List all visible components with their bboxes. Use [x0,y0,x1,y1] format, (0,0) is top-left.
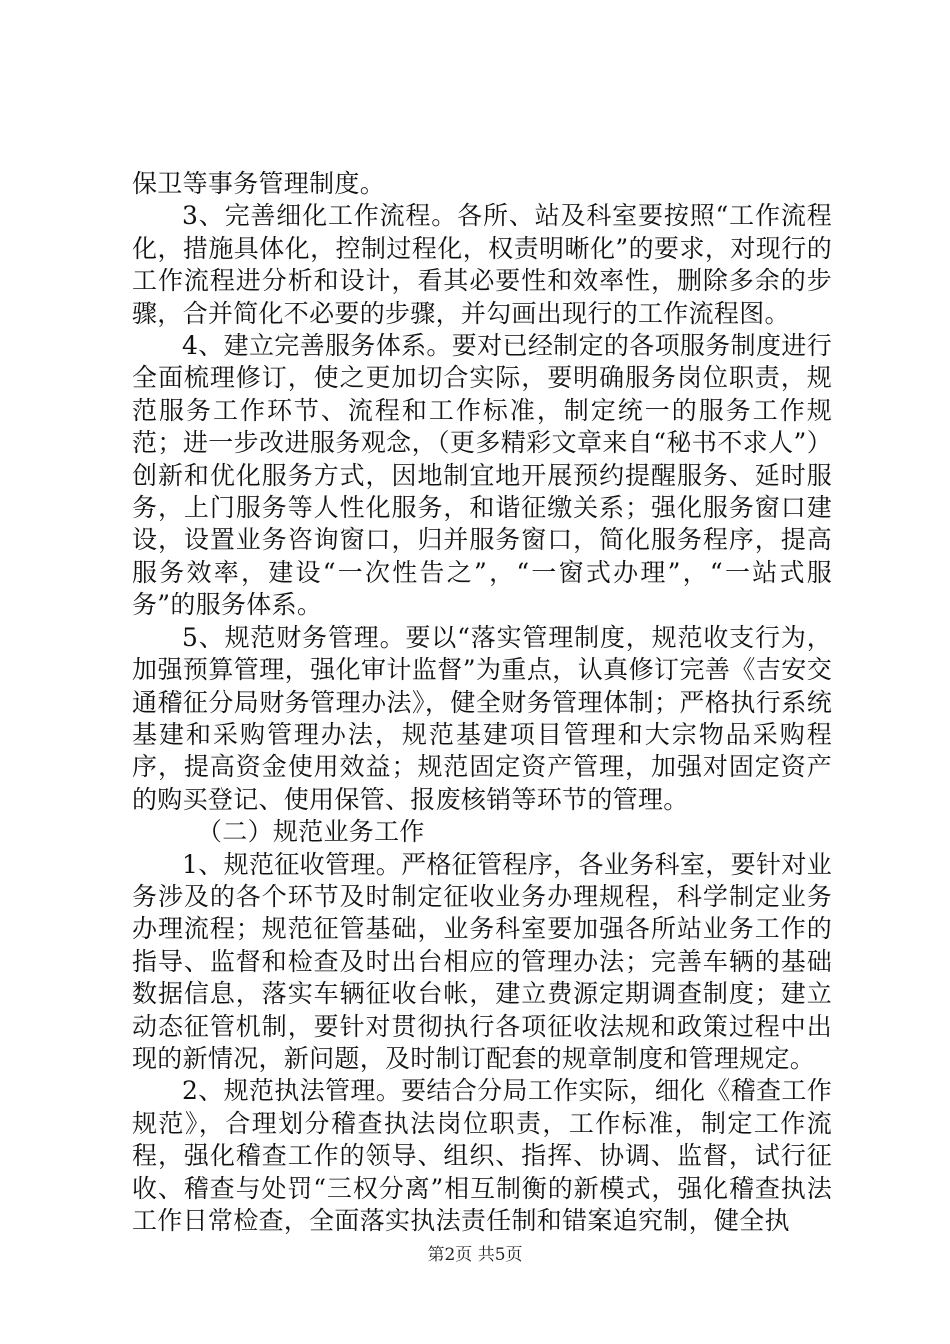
paragraph-workflow: 3、完善细化工作流程。各所、站及科室要按照“工作流程化，措施具体化，控制过程化，权责明晰化”的要求，对现行的工作流程进分析和设计，看其必要性和效率性，删除多余的步骤，合并简化不必要的步骤，并勾画出现行的工作流程图。 [132,201,832,328]
section-heading: （二）规范业务工作 [197,817,425,847]
page-footer [0,1244,950,1266]
page-number: 第2页 共5页 [427,1245,523,1265]
paragraph-continuation: 保卫等事务管理制度。 [132,169,386,198]
paragraph-collection: 1、规范征收管理。严格征管程序，各业务科室，要针对业务涉及的各个环节及时制定征收业务办理规程，科学制定业务办理流程；规范征管基础，业务科室要加强各所站业务工作的指导、监督和检查及时出台相应的管理办法；完善车辆的基础数据信息，落实车辆征收台帐，建立费源定期调查制度；建立动态征管机制，要针对贯彻执行各项征收法规和政策过程中出现的新情况，新问题，及时制订配套的规章制度和管理规定。 [132,849,832,1073]
document-body [132,168,832,1237]
paragraph-enforcement: 2、规范执法管理。要结合分局工作实际，细化《稽查工作规范》，合理划分稽查执法岗位职责，工作标准，制定工作流程，强化稽查工作的领导、组织、指挥、协调、监督，试行征收、稽查与处罚“三权分离”相互制衡的新模式，强化稽查执法工作日常检查，全面落实执法责任制和错案追究制，健全执 [132,1076,832,1235]
paragraph-service-system: 4、建立完善服务体系。要对已经制定的各项服务制度进行全面梳理修订，使之更加切合实际，要明确服务岗位职责，规范服务工作环节、流程和工作标准，制定统一的服务工作规范；进一步改进服务观念，（更多精彩文章来自“秘书不求人”）创新和优化服务方式，因地制宜地开展预约提醒服务、延时服务，上门服务等人性化服务，和谐征缴关系；强化服务窗口建设，设置业务咨询窗口，归并服务窗口，简化服务程序，提高服务效率，建设“一次性告之”，“一窗式办理”，“一站式服务”的服务体系。 [132,331,832,620]
paragraph-finance: 5、规范财务管理。要以“落实管理制度，规范收支行为，加强预算管理，强化审计监督”为重点，认真修订完善《吉安交通稽征分局财务管理办法》，健全财务管理体制；严格执行系统基建和采购管理办法，规范基建项目管理和大宗物品采购程序，提高资金使用效益；规范固定资产管理，加强对固定资产的购买登记、使用保管、报废核销等环节的管理。 [132,622,832,814]
